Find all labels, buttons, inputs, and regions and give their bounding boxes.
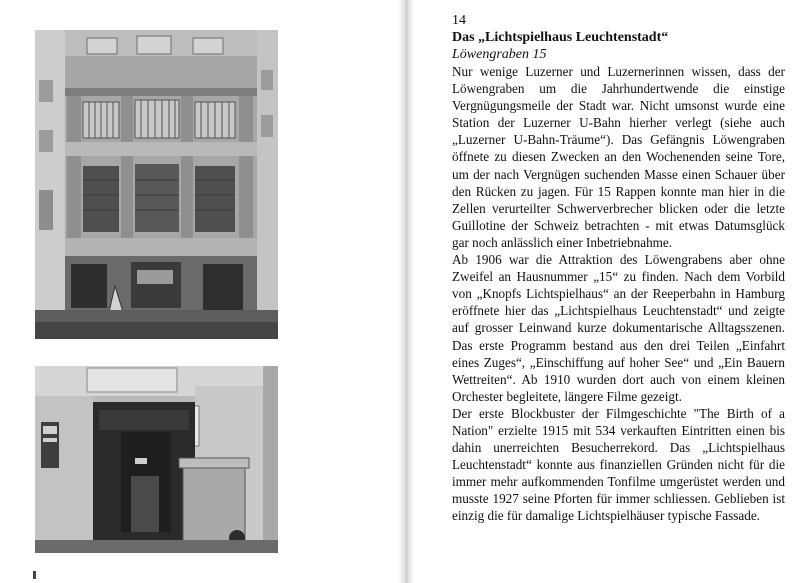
chapter-subtitle: Löwengraben 15 xyxy=(452,47,547,62)
archway-entrance-photo xyxy=(35,366,278,553)
body-paragraph: Nur wenige Luzerner und Luzernerinnen wissen, dass der Löwengraben um die Jahrhundertwende die einstige Vergnügungsmeile der Stadt war. Nicht umsonst wurde eine Station der Luzerner U-Bahn hierher verlegt (siehe auch „Luzerner U-Bahn-Träume“). Das Gefängnis Löwengraben öffnete zu diesen Zwecken an den Wochenenden seine Tore, um der nach Vergnügen suchenden Masse einen Schauer über den Rücken zu jagen. Für 15 Rappen konnte man hier in die Zellen verurteilter Schwerverbrecher blicken oder die letzte Guillotine der Schweiz betrachten - mit etwas Datumsglück gar noch anlässlich einer Inbetriebnahme. xyxy=(452,64,785,250)
text-page xyxy=(452,12,785,525)
body-paragraph: Ab 1906 war die Attraktion des Löwengrabens aber ohne Zweifel an Hausnummer „15“ zu finden. Nach dem Vorbild von „Knopfs Lichtspielhaus“ an der Reeperbahn in Hamburg eröffnete hier das „Lichtspielhaus Leuchtenstadt“ und zeigte auf grosser Leinwand kurze dokumentarische Alltagsszenen. Das erste Programm bestand aus den drei Teilen „Einfahrt eines Zuges“, „Einschiffung auf hoher See“ und „Ein Bauern Wettreiten“. Ab 1910 wurden dort auch von einem kleinen Orchester begleitete, längere Filme gezeigt. xyxy=(452,252,785,404)
page-number: 14 xyxy=(452,13,466,28)
page-edge-mark xyxy=(33,571,36,579)
building-facade-photo xyxy=(35,30,278,339)
chapter-title: Das „Lichtspielhaus Leuchtenstadt“ xyxy=(452,30,669,45)
book-gutter xyxy=(398,0,414,583)
body-paragraph: Der erste Blockbuster der Filmgeschichte "The Birth of a Nation" erzielte 1915 mit 534 verkauften Eintritten einen bis dahin unerreichten Besucherrekord. Das „Lichtspielhaus Leuchtenstadt“ konnte aus finanziellen Gründen nicht für die immer mehr aufkommenden Tonfilme umgerüstet werden und musste 1927 seine Pforten für immer schliessen. Geblieben ist einzig die für damalige Lichtspielhäuser typische Fassade. xyxy=(452,405,785,524)
